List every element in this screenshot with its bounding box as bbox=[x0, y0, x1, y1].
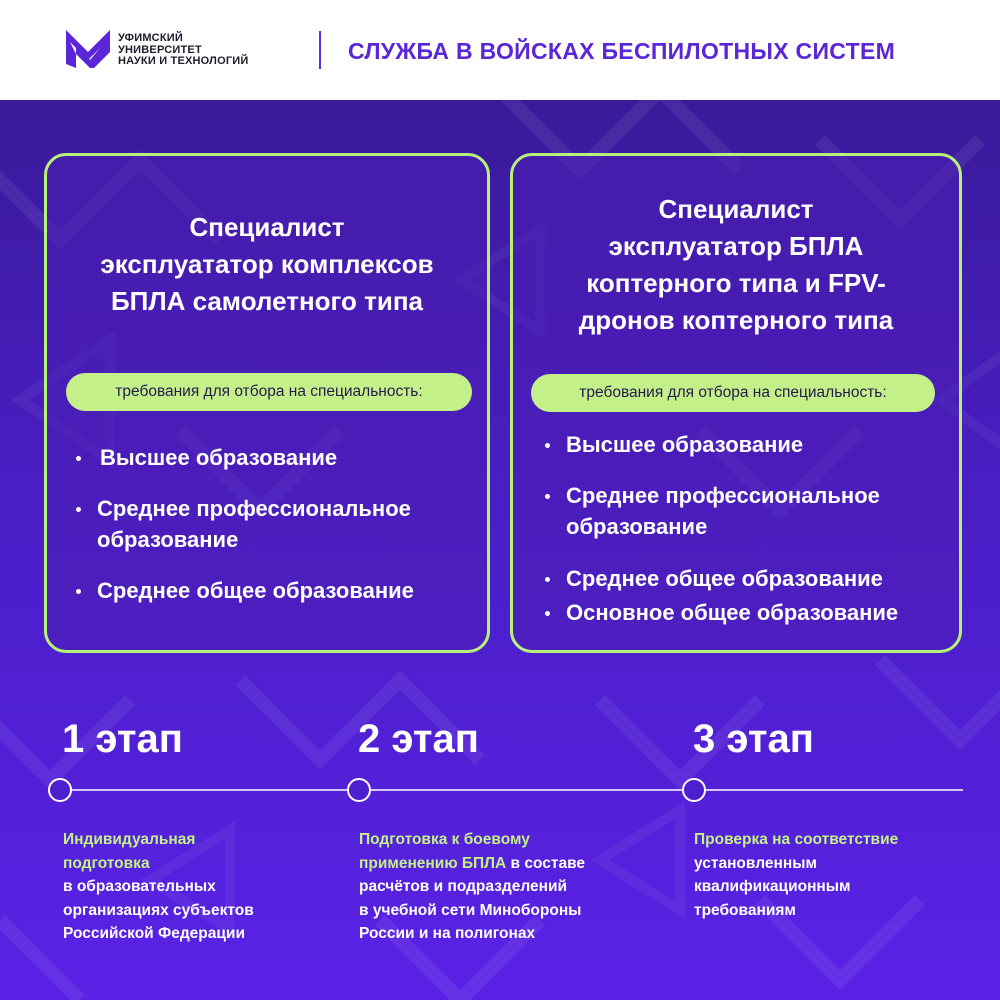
specialty-card-copter bbox=[510, 153, 962, 653]
list-item: Среднее профессиональное образование bbox=[543, 480, 958, 542]
stage-3-description: Проверка на соответствие установленным квалификационным требованиям bbox=[694, 831, 899, 919]
university-logo-icon bbox=[66, 30, 110, 68]
requirements-list bbox=[74, 442, 484, 626]
university-name: УФИМСКИЙ УНИВЕРСИТЕТ НАУКИ И ТЕХНОЛОГИЙ bbox=[118, 32, 249, 67]
stage-3-label: 3 этап bbox=[693, 717, 814, 761]
requirements-badge: требования для отбора на специальность: bbox=[531, 374, 935, 412]
timeline-node-icon bbox=[682, 778, 706, 802]
specialty-card-fixed-wing bbox=[44, 153, 490, 653]
list-item: Среднее общее образование bbox=[74, 575, 484, 606]
list-item: Основное общее образование bbox=[543, 597, 958, 628]
card-title: Специалист эксплуататор БПЛА коптерного типа и FPV- дронов коптерного типа bbox=[578, 194, 894, 335]
list-item: Высшее образование bbox=[543, 429, 958, 460]
requirements-list bbox=[543, 429, 958, 628]
stage-1-label: 1 этап bbox=[62, 717, 183, 761]
stage-2-description: Подготовка к боевому применению БПЛА в составе расчётов и подразделений в учебной сети Минобороны России и на полигонах bbox=[359, 831, 586, 942]
header bbox=[0, 0, 1000, 100]
card-title: Специалист эксплуататор комплексов БПЛА самолетного типа bbox=[100, 212, 434, 316]
page-title: СЛУЖБА В ВОЙСКАХ БЕСПИЛОТНЫХ СИСТЕМ bbox=[348, 38, 896, 64]
list-item: Высшее образование bbox=[74, 442, 484, 473]
timeline-line bbox=[60, 789, 963, 791]
stage-1-description: Индивидуальная подготовка в образовательных организациях субъектов Российской Федерации bbox=[63, 831, 254, 942]
timeline-node-icon bbox=[347, 778, 371, 802]
list-item: Среднее профессиональное образование bbox=[74, 493, 484, 555]
list-item: Среднее общее образование bbox=[543, 563, 958, 594]
requirements-badge: требования для отбора на специальность: bbox=[66, 373, 472, 411]
timeline-node-icon bbox=[48, 778, 72, 802]
header-divider bbox=[319, 31, 321, 69]
stage-2-label: 2 этап bbox=[358, 717, 479, 761]
